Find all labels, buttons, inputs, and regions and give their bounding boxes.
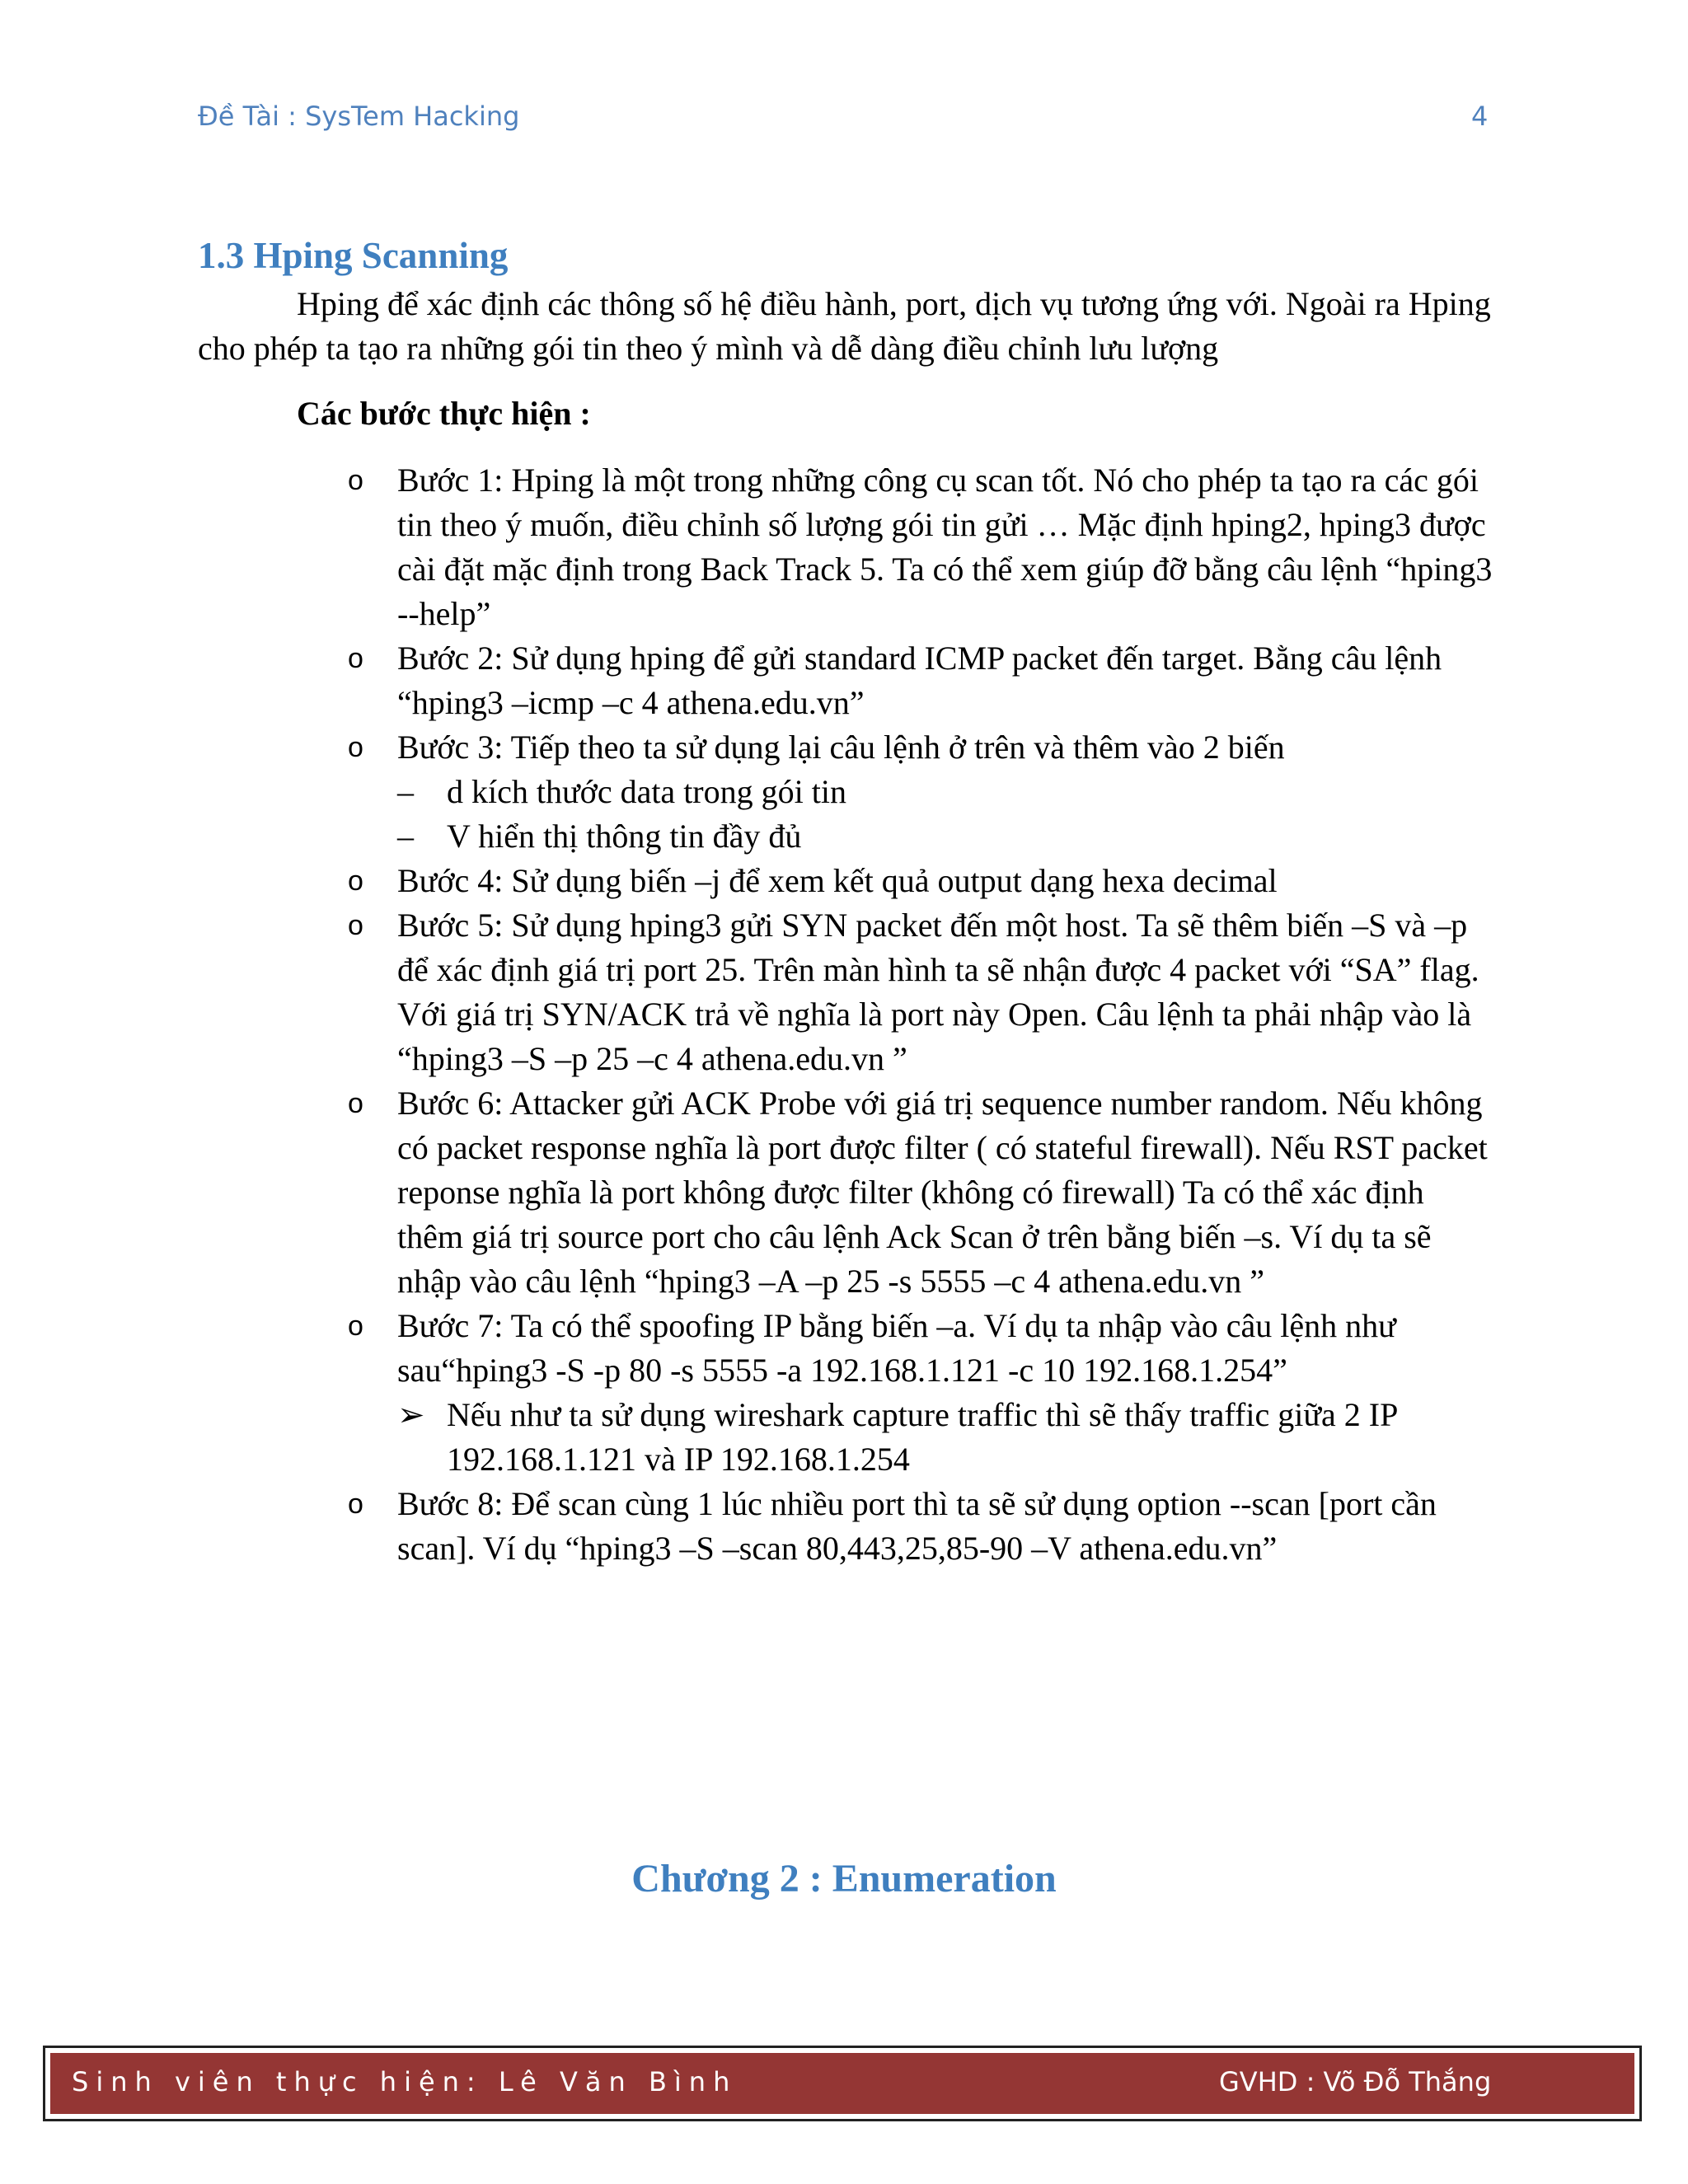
step-text: Bước 8: Để scan cùng 1 lúc nhiều port thì ta sẽ sử dụng option --scan [port cần scan]. Ví dụ “hping3 –S –scan 80,443,25,85-90 –V athena.edu.vn”: [397, 1485, 1437, 1567]
bullet-marker: o: [348, 1310, 363, 1342]
page-number: 4: [1471, 101, 1489, 132]
step-text: Bước 3: Tiếp theo ta sử dụng lại câu lệnh ở trên và thêm vào 2 biến: [397, 729, 1285, 766]
dash-marker: –: [397, 773, 414, 810]
step-text: Bước 2: Sử dụng hping để gửi standard ICMP packet đến target. Bằng câu lệnh “hping3 –icmp –c 4 athena.edu.vn”: [397, 640, 1442, 721]
footer-advisor: GVHD : Võ Đỗ Thắng: [1219, 2066, 1492, 2097]
bullet-marker: o: [348, 910, 363, 941]
step-text: Bước 6: Attacker gửi ACK Probe với giá trị sequence number random. Nếu không có packet response nghĩa là port được filter ( có stateful firewall). Nếu RST packet reponse nghĩa là port không được filter (không có firewall) Ta có thể xác định thêm giá trị source port cho câu lệnh Ack Scan ở trên bằng biến –s. Ví dụ ta sẽ nhập vào câu lệnh “hping3 –A –p 25 -s 5555 –c 4 athena.edu.vn ”: [397, 1085, 1488, 1300]
steps-heading: Các bước thực hiện :: [297, 395, 591, 432]
header-title: Đề Tài : SysTem Hacking: [198, 101, 520, 132]
intro-paragraph: Hping để xác định các thông số hệ điều hành, port, dịch vụ tương ứng với. Ngoài ra Hping cho phép ta tạo ra những gói tin theo ý mình và dễ dàng điều chỉnh lưu lượng: [198, 285, 1491, 367]
list-item: [0, 859, 1493, 903]
list-item: [0, 1304, 1493, 1393]
bullet-marker: o: [348, 1088, 363, 1119]
list-item: [0, 725, 1493, 770]
step-text: Bước 5: Sử dụng hping3 gửi SYN packet đến một host. Ta sẽ thêm biến –S và –p để xác định giá trị port 25. Trên màn hình ta sẽ nhận được 4 packet với “SA” flag. Với giá trị SYN/ACK trả về nghĩa là port này Open. Câu lệnh ta phải nhập vào là “hping3 –S –p 25 –c 4 athena.edu.vn ”: [397, 907, 1479, 1077]
step-text: Bước 7: Ta có thể spoofing IP bằng biến –a. Ví dụ ta nhập vào câu lệnh như sau“hping3 -S -p 80 -s 5555 -a 192.168.1.121 -c 10 192.168.1.254”: [397, 1307, 1396, 1389]
list-item: [0, 458, 1493, 636]
chapter-heading: Chương 2 : Enumeration: [631, 1857, 1057, 1900]
sub-item-text: Nếu như ta sử dụng wireshark capture traffic thì sẽ thấy traffic giữa 2 IP 192.168.1.121 và IP 192.168.1.254: [447, 1396, 1397, 1478]
footer-bar: [50, 2053, 1634, 2114]
steps-list: [0, 458, 1688, 1571]
sub-item-text: d kích thước data trong gói tin: [447, 773, 846, 810]
arrow-bullet-icon: ➢: [397, 1396, 425, 1433]
bullet-marker: o: [348, 465, 363, 496]
list-item: [0, 1482, 1493, 1571]
section-heading: 1.3 Hping Scanning: [198, 235, 509, 276]
footer-student: Sinh viên thực hiện: Lê Văn Bình: [72, 2066, 738, 2097]
bullet-marker: o: [348, 865, 363, 897]
list-item: [0, 636, 1493, 725]
list-item: [0, 1081, 1493, 1304]
bullet-marker: o: [348, 1488, 363, 1520]
sub-list-item: [0, 1393, 1493, 1482]
page-footer: [43, 2046, 1642, 2121]
step-text: Bước 1: Hping là một trong những công cụ scan tốt. Nó cho phép ta tạo ra các gói tin theo ý muốn, điều chỉnh số lượng gói tin gửi … Mặc định hping2, hping3 được cài đặt mặc định trong Back Track 5. Ta có thể xem giúp đỡ bằng câu lệnh “hping3 --help”: [397, 462, 1493, 632]
sub-item-text: V hiển thị thông tin đầy đủ: [447, 818, 802, 855]
dash-marker: –: [397, 818, 414, 855]
sub-list-item: [0, 814, 1493, 859]
bullet-marker: o: [348, 732, 363, 763]
step-text: Bước 4: Sử dụng biến –j để xem kết quả output dạng hexa decimal: [397, 862, 1278, 899]
bullet-marker: o: [348, 643, 363, 674]
list-item: [0, 903, 1493, 1081]
sub-list-item: [0, 770, 1493, 814]
